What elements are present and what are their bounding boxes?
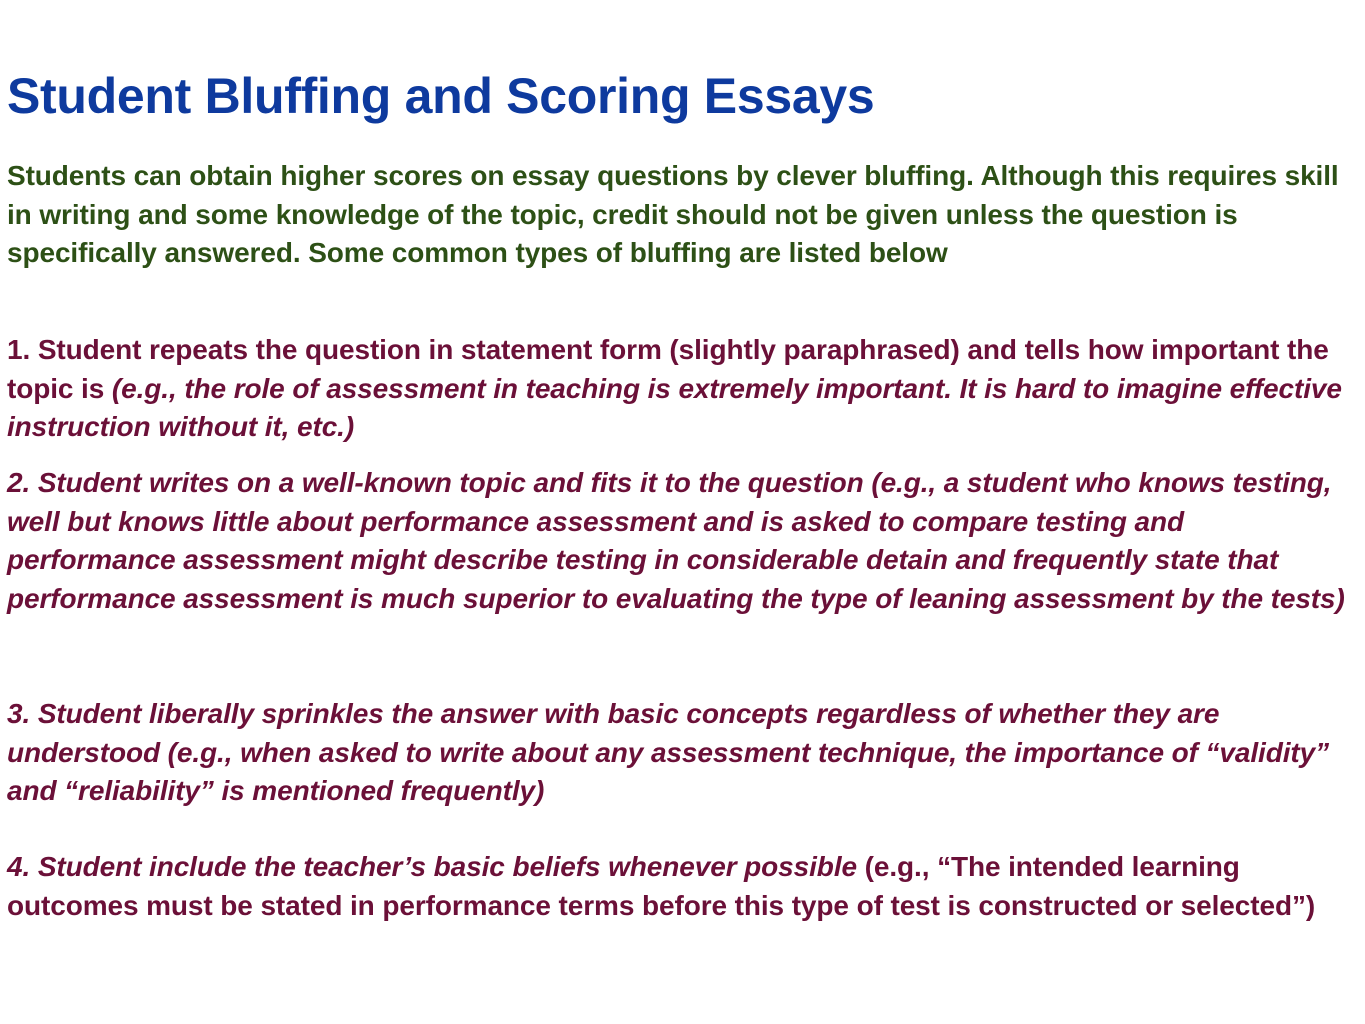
bluffing-type-4 (7, 848, 1359, 925)
bluffing-type-2 (7, 464, 1359, 618)
bluffing-type-3 (7, 695, 1359, 811)
bluffing-type-1-example: (e.g., the role of assessment in teaching is extremely important. It is hard to imagine effective instruction without it, etc.) (7, 372, 1342, 442)
bluffing-type-2-text: 2. Student writes on a well-known topic and fits it to the question (e.g., a student who knows testing, well but knows little about performance assessment and is asked to compare testing and performance assessment might describe testing in considerable detain and frequently state that performance assessment is much superior to evaluating the type of leaning assessment by the tests) (7, 467, 1345, 614)
bluffing-type-1 (7, 331, 1359, 447)
bluffing-type-1-text: 1. Student repeats the question in statement form (slightly paraphrased) and tells how important the topic is (7, 334, 1329, 404)
bluffing-type-4-text: 4. Student include the teacher’s basic beliefs whenever possible (7, 851, 857, 882)
slide-title: Student Bluffing and Scoring Essays (7, 68, 875, 124)
intro-paragraph: Students can obtain higher scores on essay questions by clever bluffing. Although this requires skill in writing and some knowledge of the topic, credit should not be given unless the question is specifically answered. Some common types of bluffing are listed below (7, 160, 1339, 268)
bluffing-type-4-example: (e.g., “The intended learning outcomes must be stated in performance terms before this type of test is constructed or selected”) (7, 851, 1316, 921)
bluffing-type-3-text: 3. Student liberally sprinkles the answer with basic concepts regardless of whether they are understood (e.g., when asked to write about any assessment technique, the importance of “validity” and “reliability” is mentioned frequently) (7, 698, 1330, 806)
